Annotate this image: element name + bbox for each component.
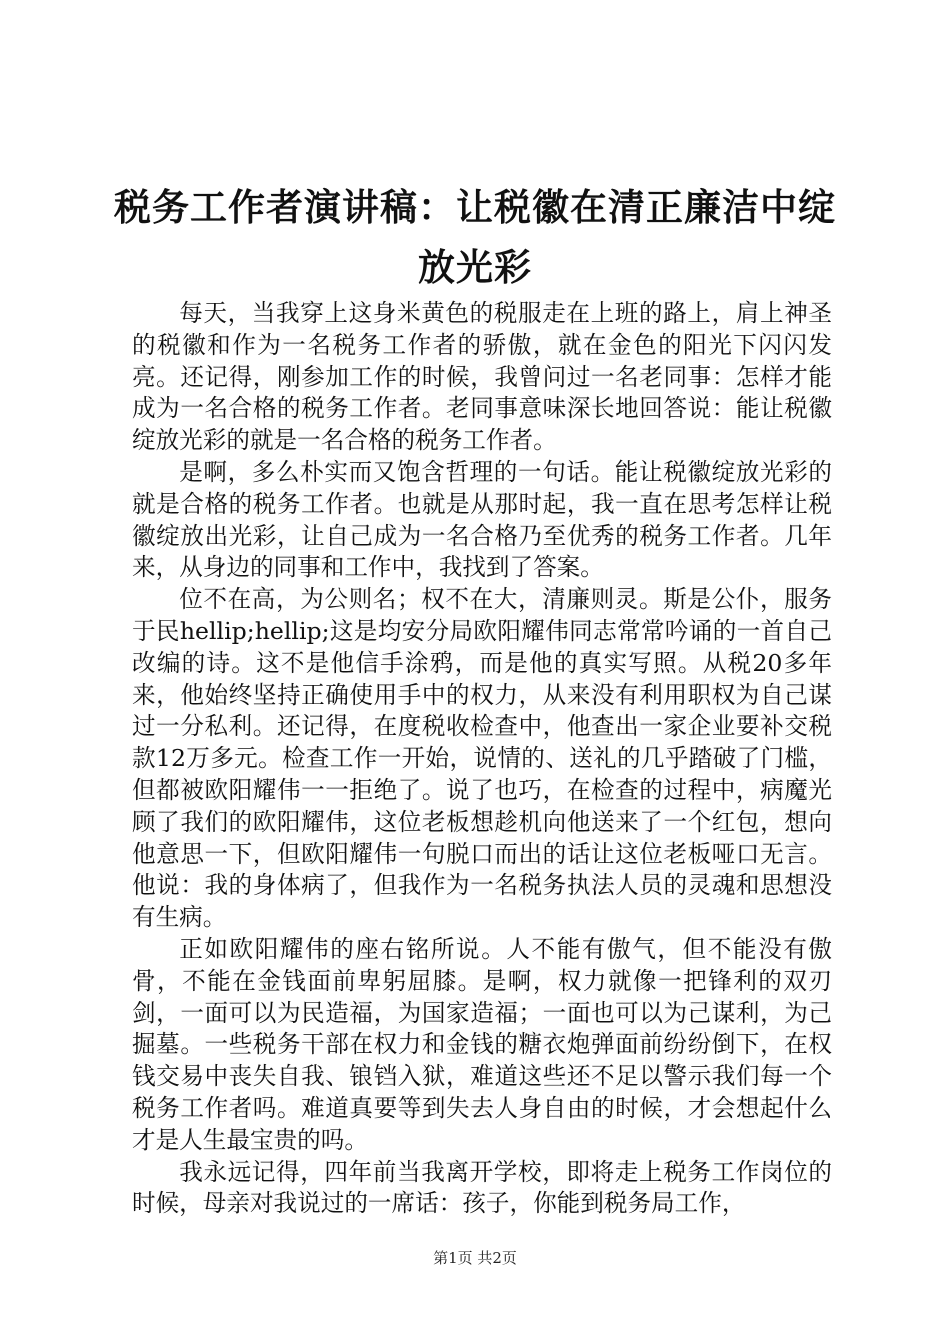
paragraph: 位不在高，为公则名；权不在大，清廉则灵。斯是公仆，服务于民hellip;hellip;这是均安分局欧阳耀伟同志常常吟诵的一首自己改编的诗。这不是他信手涂鸦，而是他的真实写照。从税20多年来，他始终坚持正确使用手中的权力，从来没有利用职权为自己谋过一分私利。还记得，在度税收检查中，他查出一家企业要补交税款12万多元。检查工作一开始，说情的、送礼的几乎踏破了门槛，但都被欧阳耀伟一一拒绝了。说了也巧，在检查的过程中，病魔光顾了我们的欧阳耀伟，这位老板想趁机向他送来了一个红包，想向他意思一下，但欧阳耀伟一句脱口而出的话让这位老板哑口无言。他说：我的身体病了，但我作为一名税务执法人员的灵魂和思想没有生病。 [132,585,832,932]
paragraph: 每天，当我穿上这身米黄色的税服走在上班的路上，肩上神圣的税徽和作为一名税务工作者的骄傲，就在金色的阳光下闪闪发亮。还记得，刚参加工作的时候，我曾问过一名老同事：怎样才能成为一名合格的税务工作者。老同事意味深长地回答说：能让税徽绽放光彩的就是一名合格的税务工作者。 [132,299,832,455]
paragraph: 我永远记得，四年前当我离开学校，即将走上税务工作岗位的时候，母亲对我说过的一席话：孩子，你能到税务局工作， [132,1157,832,1218]
paragraph: 正如欧阳耀伟的座右铭所说。人不能有傲气，但不能没有傲骨，不能在金钱面前卑躬屈膝。是啊，权力就像一把锋利的双刃剑，一面可以为民造福，为国家造福；一面也可以为己谋利，为己掘墓。一些税务干部在权力和金钱的糖衣炮弹面前纷纷倒下，在权钱交易中丧失自我、锒铛入狱，难道这些还不足以警示我们每一个税务工作者吗。难道真要等到失去人身自由的时候，才会想起什么才是人生最宝贵的吗。 [132,934,832,1154]
paragraph: 是啊，多么朴实而又饱含哲理的一句话。能让税徽绽放光彩的就是合格的税务工作者。也就是从那时起，我一直在思考怎样让税徽绽放出光彩，让自己成为一名合格乃至优秀的税务工作者。几年来，从身边的同事和工作中，我找到了答案。 [132,457,832,582]
document-title: 税务工作者演讲稿：让税徽在清正廉洁中绽放光彩 [114,186,836,289]
page-footer: 第1页 共2页 [433,1249,517,1267]
document-body [132,298,832,1220]
